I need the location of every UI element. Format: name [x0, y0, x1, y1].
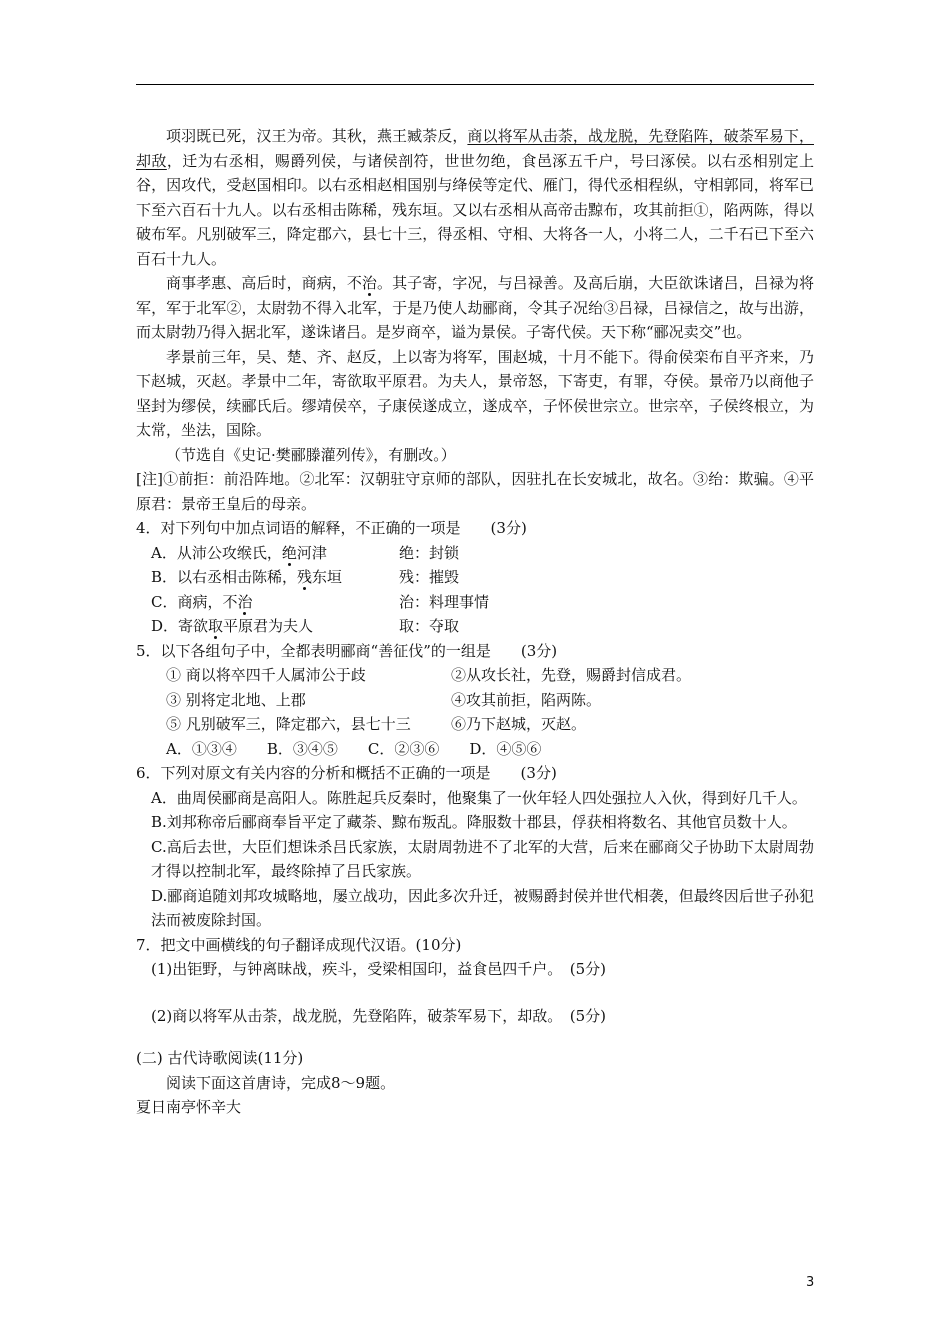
page-number: 3: [806, 1275, 815, 1290]
text-span: 平原君为夫人: [223, 617, 314, 635]
q5-choice-a: A．①③④: [166, 739, 237, 758]
q5-row-3: [136, 712, 814, 737]
q5-item: ⑥乃下赵城，灭赵。: [451, 715, 587, 733]
header-rule: [136, 84, 814, 85]
answer-space: [136, 982, 814, 1004]
option-explanation: 治：料理事情: [399, 592, 490, 611]
dotted-word: 取: [208, 617, 224, 635]
q5-item: ① 商以将卒四千人属沛公于歧: [166, 666, 366, 684]
text-span: D．寄欲: [151, 617, 209, 635]
q6-option-a: A．曲周侯郦商是高阳人。陈胜起兵反秦时，他聚集了一伙年轻人四处强拉人入伙，得到好几千人。: [151, 788, 807, 807]
q4-option-c: [136, 590, 814, 615]
q5-choice-c: C．②③⑥: [367, 739, 440, 758]
answer-space: [136, 1028, 814, 1046]
q5-item: ④攻其前拒，陷两陈。: [451, 690, 602, 709]
option-explanation: 绝：封锁: [399, 543, 460, 562]
passage-paragraph-3: 孝景前三年，吴、楚、齐、赵反，上以寄为将军，围赵城，十月不能下。得俞侯栾布自平齐来，乃下赵城，灭赵。孝景中二年，寄欲取平原君。为夫人，景帝怒，下寄吏，有罪，夺侯。景帝乃以商他子坚封为缪侯，续郦氏后。缪靖侯卒，子康侯遂成立，遂成卒，子怀侯世宗立。世宗卒，子侯终根立，为太常，坐法，国除。: [136, 347, 814, 439]
q7-sentence-2: (2)商以将军从击荼，战龙脱，先登陷阵，破荼军易下，却敌。 (5分): [151, 1006, 606, 1025]
q5-item: ②从攻长社，先登，赐爵封信成君。: [451, 666, 692, 684]
q6-option-d: D.郦商追随刘邦攻城略地，屡立战功，因此多次升迁，被赐爵封侯并世代相袭，但最终因后世子孙犯法而被废除封国。: [151, 886, 814, 929]
passage-source: （节选自《史记·樊郦滕灌列传》，有删改。）: [166, 445, 456, 464]
passage-paragraph-2: [136, 271, 814, 345]
text-span: 河津: [296, 543, 327, 562]
q5-choice-b: B．③④⑤: [266, 739, 338, 758]
option-explanation: 取：夺取: [399, 617, 460, 635]
section-title: (二) 古代诗歌阅读(11分): [136, 1049, 304, 1067]
q7-stem: 7．把文中画横线的句子翻译成现代汉语。(10分): [136, 935, 462, 954]
text-span: 。其子寄，字况，与吕禄善。及高后崩，大臣欲诛诸吕，吕禄为将军，军于北军②，太尉勃不得入北军，于是乃使人劫郦商，令其子况绐③吕禄，吕禄信之，故与出游，而太尉勃乃得入据北军，遂诛诸吕。是岁商卒，谥为景侯。子寄代侯。天下称“郦况卖交”也。: [136, 274, 814, 341]
q5-row-2: [136, 688, 814, 713]
q6-option-b: B.刘邦称帝后郦商奉旨平定了藏荼、黥布叛乱。降服数十郡县，俘获相将数名、其他官员数十人。: [151, 813, 797, 831]
q4-option-b: [136, 565, 814, 590]
text-span: 东垣: [312, 568, 343, 586]
dotted-word: 绝: [281, 543, 297, 562]
poem-title: 夏日南亭怀辛大: [136, 1098, 242, 1116]
text-span: C．商病，不: [151, 592, 238, 611]
q5-row-1: [136, 663, 814, 688]
section-intro: 阅读下面这首唐诗，完成8～9题。: [166, 1073, 396, 1092]
q5-choices: [136, 737, 814, 762]
dotted-word: 残: [297, 568, 313, 586]
text-span: 商事孝惠、高后时，商病，不: [166, 274, 362, 292]
option-explanation: 残：摧毁: [399, 568, 460, 586]
q4-option-a: [136, 541, 814, 566]
q4-stem: 4．对下列句中加点词语的解释，不正确的一项是 (3分): [136, 519, 527, 537]
q5-item: ③ 别将定北地、上郡: [166, 690, 306, 709]
passage-note: [注]①前拒：前沿阵地。②北军：汉朝驻守京师的部队，因驻扎在长安城北，故名。③绐：欺骗。④平原君：景帝王皇后的母亲。: [136, 470, 814, 513]
q5-choice-d: D．④⑤⑥: [469, 739, 542, 758]
q5-stem: 5．以下各组句子中，全都表明郦商“善征伐”的一组是 (3分): [136, 641, 558, 660]
text-span: ，迁为右丞相，赐爵列侯，与诸侯剖符，世世勿绝，食邑涿五千户，号曰涿侯。以右丞相别定上谷，因攻代，受赵国相印。以右丞相赵相国别与绛侯等定代、雁门，得代丞相程纵，守相郭同，将军已下至六百石十九人。以右丞相击陈稀，残东垣。又以右丞相从高帝击黥布，攻其前拒①，陷两陈，得以破布军。凡别破军三，降定郡六，县七十三，得丞相、守相、大将各一人，小将二人，二千石已下至六百石十九人。: [136, 151, 814, 268]
page-content: [136, 124, 814, 1120]
q4-option-d: [136, 614, 814, 639]
q6-option-c: C.高后去世，大臣们想诛杀吕氏家族，太尉周勃进不了北军的大营，后来在郦商父子协助下太尉周勃才得以控制北军，最终除掉了吕氏家族。: [151, 837, 814, 880]
text-span: A．从沛公攻缑氏，: [151, 543, 282, 562]
dotted-word: 治: [361, 274, 377, 292]
text-span: B．以右丞相击陈稀，: [151, 568, 298, 586]
q5-item: ⑤ 凡别破军三，降定郡六，县七十三: [166, 715, 411, 733]
dotted-word: 治: [237, 592, 253, 611]
q7-sentence-1: (1)出钜野，与钟离昧战，疾斗，受梁相国印，益食邑四千户。 (5分): [151, 960, 606, 978]
q6-stem: 6．下列对原文有关内容的分析和概括不正确的一项是 (3分): [136, 764, 557, 782]
text-span: 项羽既已死，汉王为帝。其秋，燕王臧荼反，: [166, 127, 468, 145]
passage-paragraph-1: [136, 124, 814, 271]
underlined-sentence: 商以将军从击荼，战龙脱，先登陷阵，破荼军易下，却敌: [136, 127, 814, 170]
